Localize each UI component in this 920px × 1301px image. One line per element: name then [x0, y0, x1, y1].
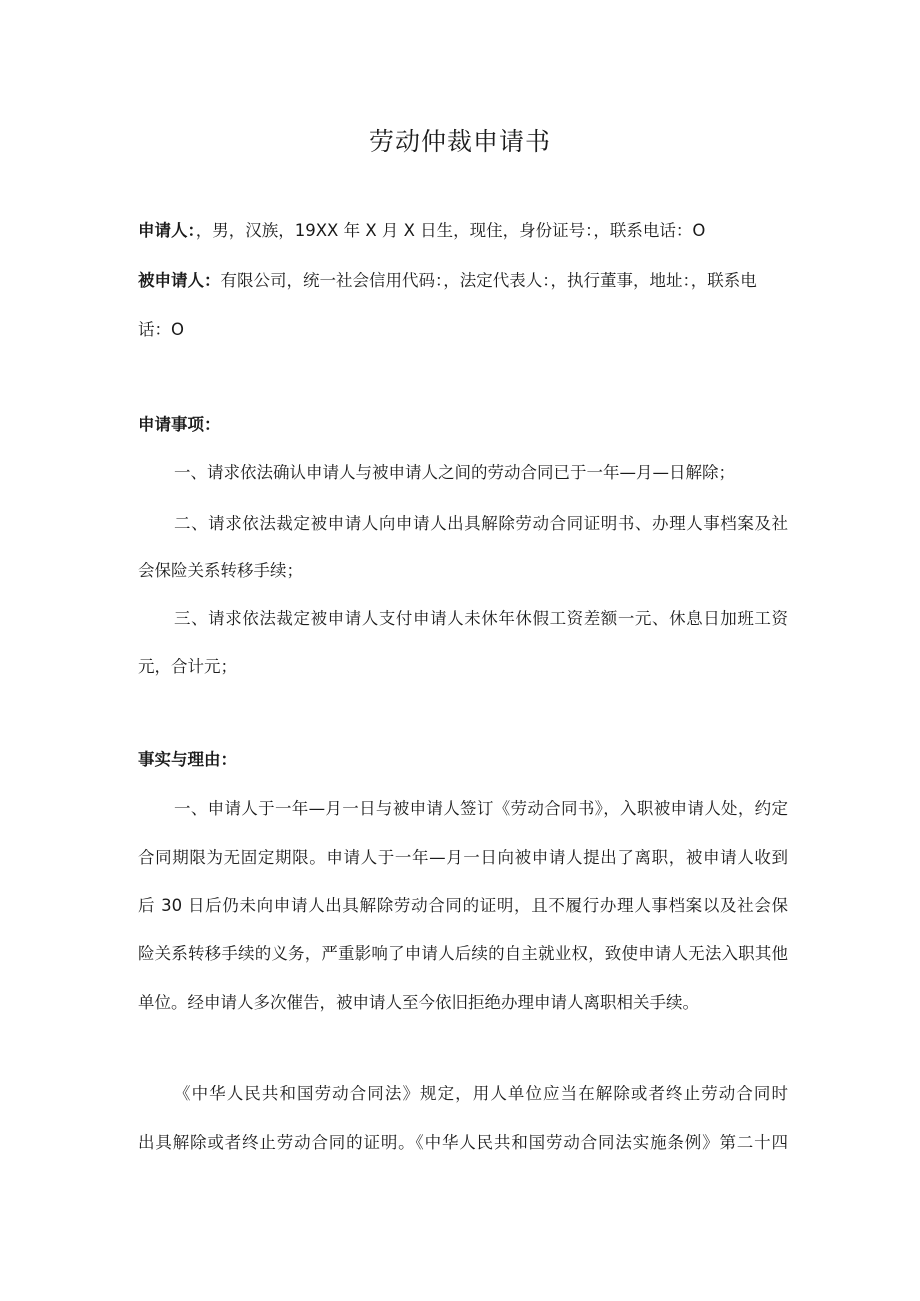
- facts-p2-line2: 出具解除或者终止劳动合同的证明。《中华人民共和国劳动合同法实施条例》第二十四: [138, 1133, 788, 1152]
- claim-item-1: 一、请求依法确认申请人与被申请人之间的劳动合同已于一年—月—日解除；: [174, 463, 735, 482]
- applicant-line: [138, 219, 788, 243]
- claim-item-2-line2: 会保险关系转移手续；: [138, 561, 303, 580]
- facts-p1-line4: 险关系转移手续的义务，严重影响了申请人后续的自主就业权，致使申请人无法入职其他: [138, 944, 788, 963]
- facts-p1-line2: 合同期限为无固定期限。申请人于一年—月一日向被申请人提出了离职，被申请人收到: [138, 848, 788, 867]
- claim-item-2-line1: 二、请求依法裁定被申请人向申请人出具解除劳动合同证明书、办理人事档案及社: [174, 514, 788, 533]
- facts-p1-line3: 后 30 日后仍未向申请人出具解除劳动合同的证明，且不履行办理人事档案以及社会保: [138, 896, 788, 915]
- respondent-line: [138, 269, 788, 293]
- facts-p1-line5: 单位。经申请人多次催告，被申请人至今依旧拒绝办理申请人离职相关手续。: [138, 993, 699, 1012]
- claims-heading: 申请事项：: [138, 415, 221, 434]
- facts-p1-line1: 一、申请人于一年—月一日与被申请人签订《劳动合同书》，入职被申请人处，约定: [174, 799, 788, 818]
- facts-heading: 事实与理由：: [138, 750, 237, 769]
- applicant-label: 申请人：: [138, 221, 196, 240]
- applicant-text: ，男，汉族，19XX 年 X 月 X 日生，现住，身份证号：，联系电话：O: [195, 221, 706, 240]
- claim-item-3-line2: 元，合计元；: [138, 657, 237, 676]
- respondent-text-line1: 有限公司，统一社会信用代码：，法定代表人：，执行董事，地址：，联系电: [220, 271, 757, 290]
- document-title: 劳动仲裁申请书: [368, 127, 551, 156]
- facts-p2-line1: 《中华人民共和国劳动合同法》规定，用人单位应当在解除或者终止劳动合同时: [174, 1084, 788, 1103]
- respondent-label: 被申请人：: [138, 271, 221, 290]
- respondent-text-line2: 话：O: [138, 320, 184, 339]
- claim-item-3-line1: 三、请求依法裁定被申请人支付申请人未休年休假工资差额一元、休息日加班工资: [174, 609, 788, 628]
